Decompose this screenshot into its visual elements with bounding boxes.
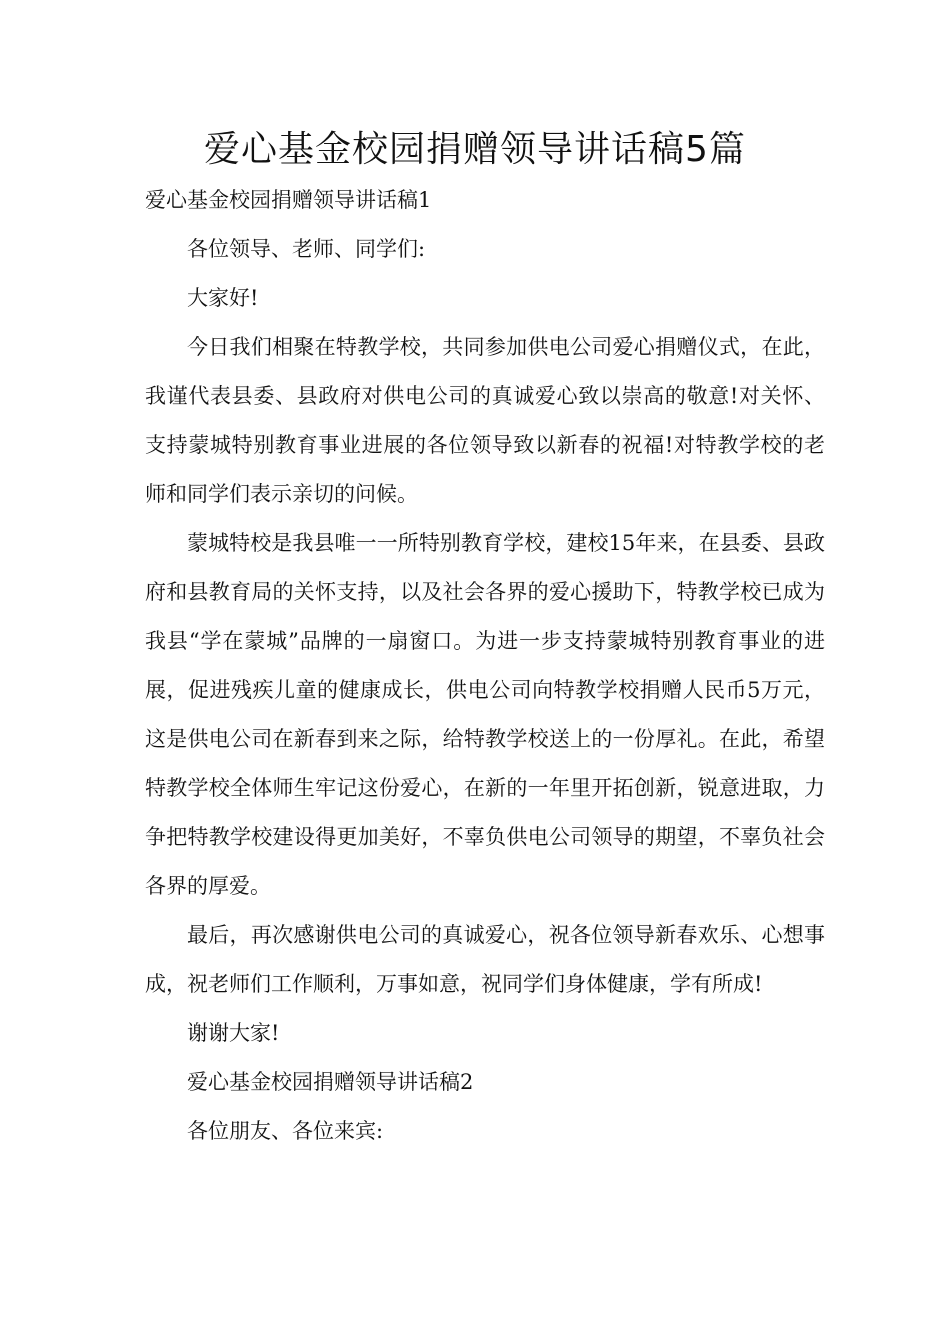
paragraph: 各位领导、老师、同学们:: [187, 237, 426, 261]
document-body: [145, 176, 825, 1156]
document-title: 爱心基金校园捐赠领导讲话稿5篇: [204, 129, 746, 170]
paragraph: 爱心基金校园捐赠领导讲话稿1: [145, 188, 432, 212]
paragraph: 最后，再次感谢供电公司的真诚爱心，祝各位领导新春欢乐、心想事成，祝老师们工作顺利，万事如意，祝同学们身体健康，学有所成!: [145, 923, 825, 996]
paragraph: 大家好!: [187, 286, 259, 310]
paragraph: 谢谢大家!: [187, 1021, 280, 1045]
paragraph: 蒙城特校是我县唯一一所特别教育学校，建校15年来，在县委、县政府和县教育局的关怀支持，以及社会各界的爱心援助下，特教学校已成为我县“学在蒙城”品牌的一扇窗口。为进一步支持蒙城特别教育事业的进展，促进残疾儿童的健康成长，供电公司向特教学校捐赠人民币5万元，这是供电公司在新春到来之际，给特教学校送上的一份厚礼。在此，希望特教学校全体师生牢记这份爱心，在新的一年里开拓创新，锐意进取，力争把特教学校建设得更加美好，不辜负供电公司领导的期望，不辜负社会各界的厚爱。: [145, 531, 825, 898]
paragraph: 各位朋友、各位来宾:: [187, 1119, 384, 1143]
paragraph: 今日我们相聚在特教学校，共同参加供电公司爱心捐赠仪式，在此，我谨代表县委、县政府对供电公司的真诚爱心致以崇高的敬意!对关怀、支持蒙城特别教育事业进展的各位领导致以新春的祝福!对特教学校的老师和同学们表示亲切的问候。: [145, 335, 825, 506]
paragraph: 爱心基金校园捐赠领导讲话稿2: [187, 1070, 474, 1094]
